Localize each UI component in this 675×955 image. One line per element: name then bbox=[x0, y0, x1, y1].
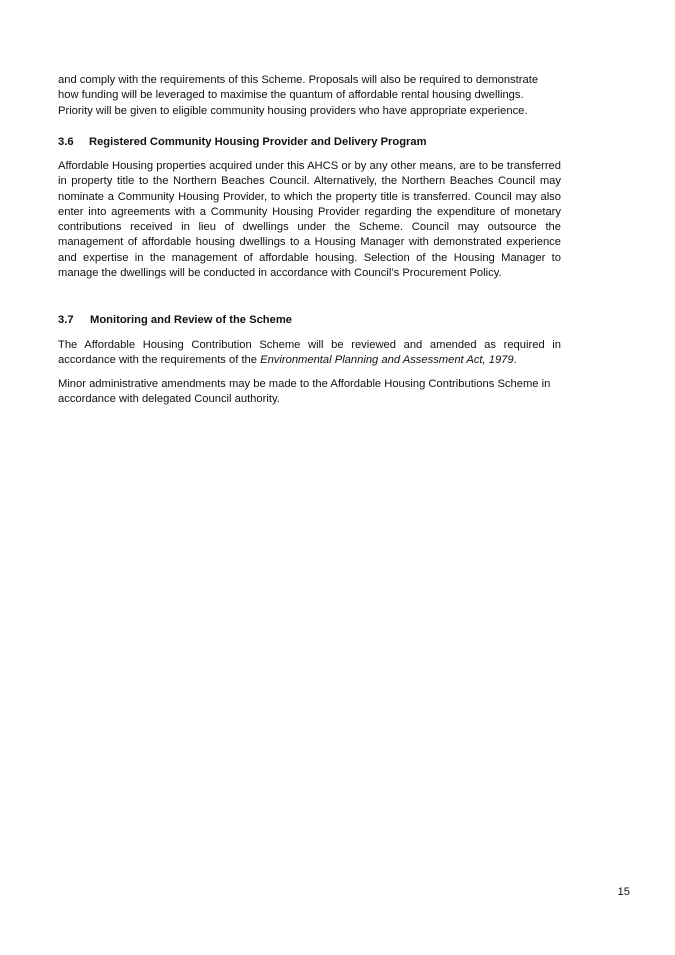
section-3-7-number: 3.7 bbox=[58, 314, 74, 326]
section-3-7-paragraph-1-end: . bbox=[513, 354, 517, 367]
section-3-6-number: 3.6 bbox=[58, 136, 74, 148]
act-name: Environmental Planning and Assessment Act, 1979 bbox=[260, 354, 514, 367]
section-3-7-paragraph-2: Minor administrative amendments may be made to the Affordable Housing Contributions Scheme in accordance with delegated Council authority. bbox=[58, 378, 551, 406]
section-3-6-title: Registered Community Housing Provider and Delivery Program bbox=[89, 136, 427, 148]
page-number: 15 bbox=[617, 886, 630, 898]
section-3-7-paragraph-1 bbox=[58, 338, 561, 369]
section-3-6-paragraph: Affordable Housing properties acquired under this AHCS or by any other means, are to be transferred in property title to the Northern Beaches Council. Alternatively, the Northern Beaches Council may nominate a Community Housing Provider, to which the property title is transferred. Council may also enter into agreements with a Community Housing Provider regarding the expenditure of monetary contributions received in lieu of dwellings under the Scheme. Council may outsource the management of affordable housing dwellings to a Housing Manager with demonstrated experience and expertise in the management of affordable housing. Selection of the Housing Manager to manage the dwellings will be conducted in accordance with Council’s Procurement Policy. bbox=[58, 160, 561, 280]
section-3-7-title: Monitoring and Review of the Scheme bbox=[90, 314, 293, 326]
section-3-7-heading bbox=[58, 313, 293, 328]
section-3-6-heading bbox=[58, 135, 427, 150]
section-3-7-paragraph-1-text: The Affordable Housing Contribution Scheme will be reviewed and amended as required in accordance with the requirements of the bbox=[58, 339, 561, 367]
intro-paragraph: and comply with the requirements of this Scheme. Proposals will also be required to demonstrate how funding will be leveraged to maximise the quantum of affordable rental housing dwellings. Priority will be given to eligible community housing providers who have appropriate experience. bbox=[58, 74, 539, 117]
